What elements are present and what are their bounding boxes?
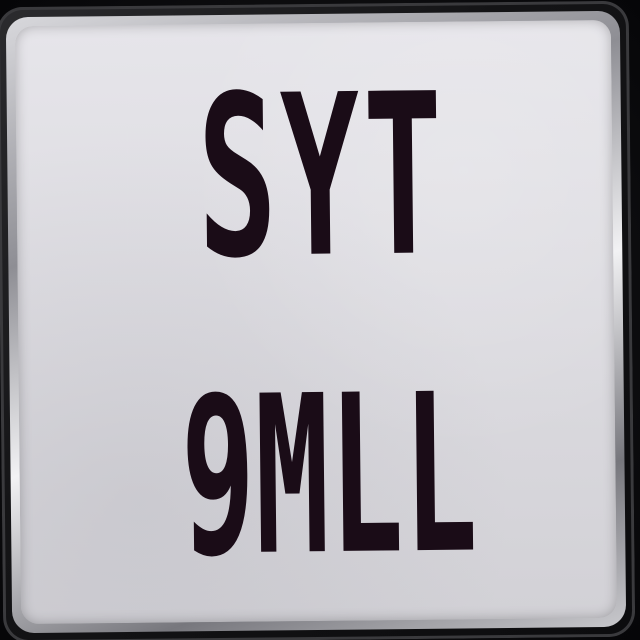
- plate-frame: [0, 1, 635, 640]
- license-plate: [15, 20, 617, 624]
- plate-text-line-1: SYT: [196, 45, 448, 308]
- plate-text-line-2: 9MLL: [179, 346, 479, 605]
